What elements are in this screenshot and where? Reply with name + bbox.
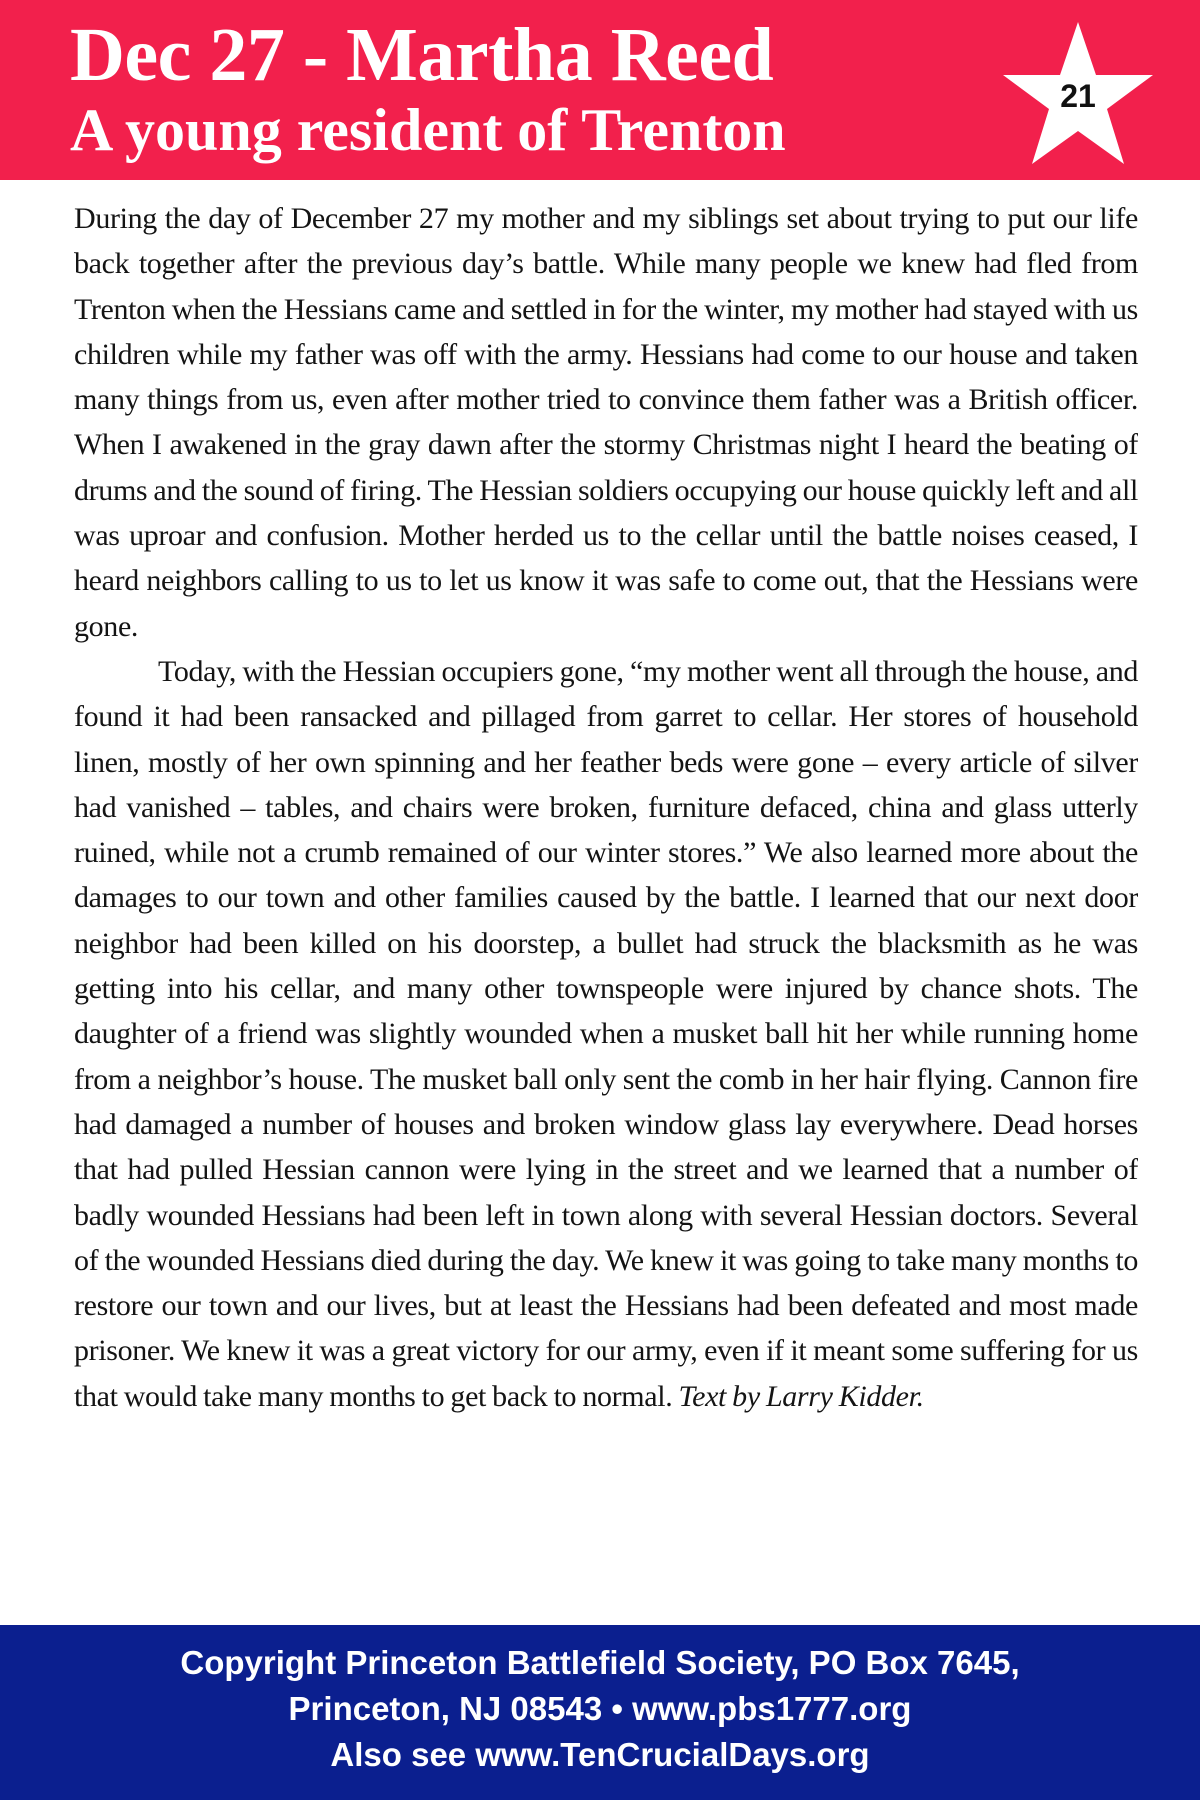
card-subtitle: A young resident of Trenton bbox=[70, 97, 786, 163]
see-also-line: Also see www.TenCrucialDays.org bbox=[330, 1736, 870, 1773]
copyright-line: Copyright Princeton Battlefield Society, PO Box 7645, bbox=[180, 1644, 1020, 1681]
header-banner bbox=[0, 0, 1200, 180]
author-credit: Text by Larry Kidder. bbox=[678, 1379, 924, 1413]
article-paragraph-indented bbox=[74, 649, 1138, 1419]
card-title: Dec 27 - Martha Reed bbox=[70, 13, 774, 97]
address-website-line: Princeton, NJ 08543 • www.pbs1777.org bbox=[288, 1690, 912, 1727]
article-body bbox=[74, 196, 1138, 1606]
footer-banner bbox=[0, 1625, 1200, 1800]
card-number: 21 bbox=[1060, 78, 1096, 114]
article-paragraph-text: Today, with the Hessian occupiers gone, “my mother went all through the house, and found it had been ransacked and pillaged from garret to cellar. Her stores of household linen, mostly of her own spinning and her feather beds were gone – every article of silver had vanished – tables, and chairs were broken, furniture defaced, china and glass utterly ruined, while not a crumb remained of our winter stores.” We also learned more about the damages to our town and other families caused by the battle. I learned that our next door neighbor had been killed on his doorstep, a bullet had struck the blacksmith as he was getting into his cellar, and many other townspeople were injured by chance shots. The daughter of a friend was slightly wounded when a musket ball hit her while running home from a neighbor’s house. The musket ball only sent the comb in her hair flying. Cannon fire had damaged a number of houses and broken window glass lay everywhere. Dead horses that had pulled Hessian cannon were lying in the street and we learned that a number of badly wounded Hessians had been left in town along with several Hessian doctors. Several of the wounded Hessians died during the day. We knew it was going to take many months to restore our town and our lives, but at least the Hessians had been defeated and most made prisoner. We knew it was a great victory for our army, even if it meant some suffering for us that would take many months to get back to normal. bbox=[74, 654, 1138, 1413]
card-number-badge bbox=[998, 20, 1158, 170]
article-paragraph: During the day of December 27 my mother and my siblings set about trying to put our life back together after the previous day’s battle. While many people we knew had fled from Trenton when the Hessians came and settled in for the winter, my mother had stayed with us children while my father was off with the army. Hessians had come to our house and taken many things from us, even after mother tried to convince them father was a British officer. When I awakened in the gray dawn after the stormy Christmas night I heard the beating of drums and the sound of firing. The Hessian soldiers occupying our house quickly left and all was uproar and confusion. Mother herded us to the cellar until the battle noises ceased, I heard neighbors calling to us to let us know it was safe to come out, that the Hessians were gone. bbox=[74, 202, 1138, 643]
